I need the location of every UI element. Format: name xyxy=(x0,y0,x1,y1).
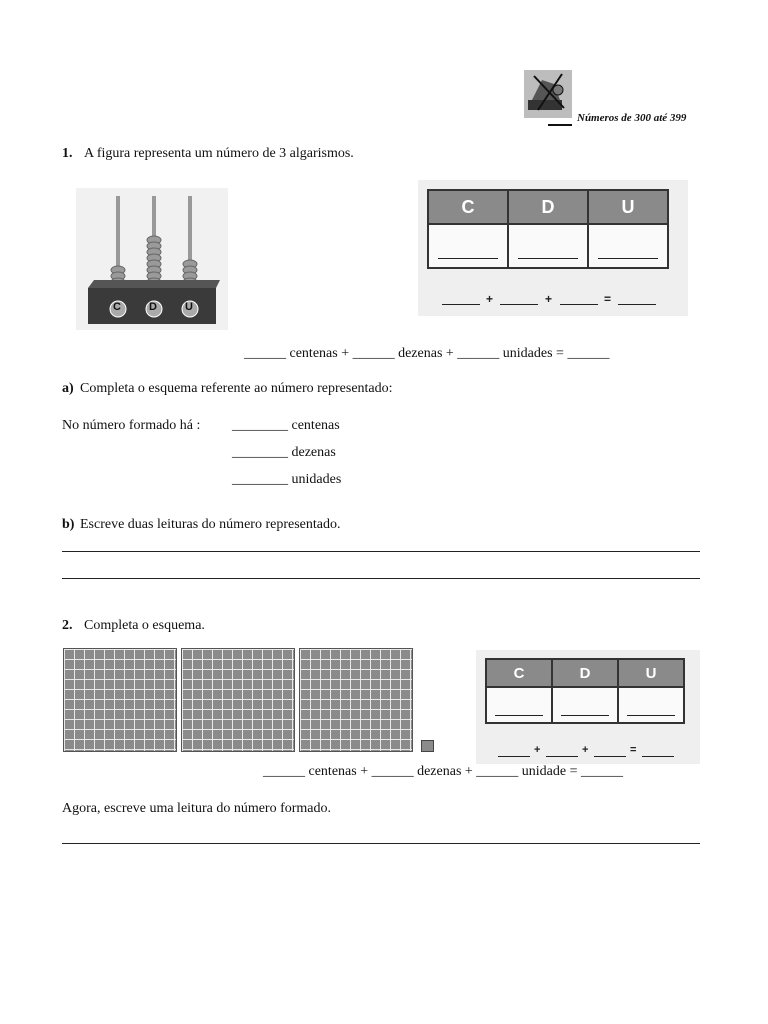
q1-sum-plus-2: + xyxy=(545,292,553,306)
q1-number: 1. xyxy=(62,146,73,161)
hundred-block-1 xyxy=(63,648,177,752)
q2-sum-equals: = xyxy=(630,744,637,756)
q2-place-value-table xyxy=(485,658,685,724)
q2-reading-prompt: Agora, escreve uma leitura do número formado. xyxy=(62,801,332,816)
q1-b-text: Escreve duas leituras do número representado. xyxy=(80,517,341,532)
q2-header-u: U xyxy=(619,660,683,686)
q1-cell-u[interactable] xyxy=(589,223,667,267)
q1-expansion: ______ centenas + ______ dezenas + ______ unidades = ______ xyxy=(244,346,610,361)
q1-b-label: b) xyxy=(62,517,75,532)
q2-header-d: D xyxy=(553,660,619,686)
q1-formed-intro: No número formado há : xyxy=(62,418,201,433)
q1-sum-plus-1: + xyxy=(486,292,494,306)
q2-cell-d[interactable] xyxy=(553,686,619,722)
q1-answer-line-2[interactable] xyxy=(62,578,700,579)
q1-formed-centenas[interactable]: ________ centenas xyxy=(232,418,340,433)
q1-header-c: C xyxy=(429,191,509,223)
q2-number: 2. xyxy=(62,618,73,633)
q2-expansion: ______ centenas + ______ dezenas + ______ unidade = ______ xyxy=(263,764,624,779)
q2-sum-plus-1: + xyxy=(534,744,541,756)
abacus-label-d: D xyxy=(149,301,157,313)
q2-sum-plus-2: + xyxy=(582,744,589,756)
q2-place-value-table-wrap xyxy=(476,650,700,764)
q2-prompt: Completa o esquema. xyxy=(84,618,205,633)
q1-cell-c[interactable] xyxy=(429,223,509,267)
q1-cell-d[interactable] xyxy=(509,223,589,267)
q1-formed-dezenas[interactable]: ________ dezenas xyxy=(232,445,336,460)
abacus-image xyxy=(76,188,228,330)
page-title: Números de 300 até 399 xyxy=(577,112,687,124)
q1-a-text: Completa o esquema referente ao número representado: xyxy=(80,381,393,396)
q1-sum-equals: = xyxy=(604,292,612,306)
q1-formed-unidades[interactable]: ________ unidades xyxy=(232,472,342,487)
hundred-block-3 xyxy=(299,648,413,752)
q1-place-value-table-wrap xyxy=(418,180,688,316)
q1-prompt: A figura representa um número de 3 algarismos. xyxy=(84,146,354,161)
abacus-label-c: C xyxy=(113,301,121,313)
q1-a-label: a) xyxy=(62,381,74,396)
unit-cube xyxy=(421,740,434,752)
q1-header-d: D xyxy=(509,191,589,223)
q2-answer-line[interactable] xyxy=(62,843,700,844)
q2-cell-c[interactable] xyxy=(487,686,553,722)
q2-cell-u[interactable] xyxy=(619,686,683,722)
hundred-block-2 xyxy=(181,648,295,752)
q1-place-value-table xyxy=(427,189,669,269)
hat-tools-icon xyxy=(524,70,572,118)
header-logo xyxy=(524,70,572,118)
q1-header-u: U xyxy=(589,191,667,223)
q2-header-c: C xyxy=(487,660,553,686)
q1-answer-line-1[interactable] xyxy=(62,551,700,552)
abacus-label-u: U xyxy=(185,301,193,313)
